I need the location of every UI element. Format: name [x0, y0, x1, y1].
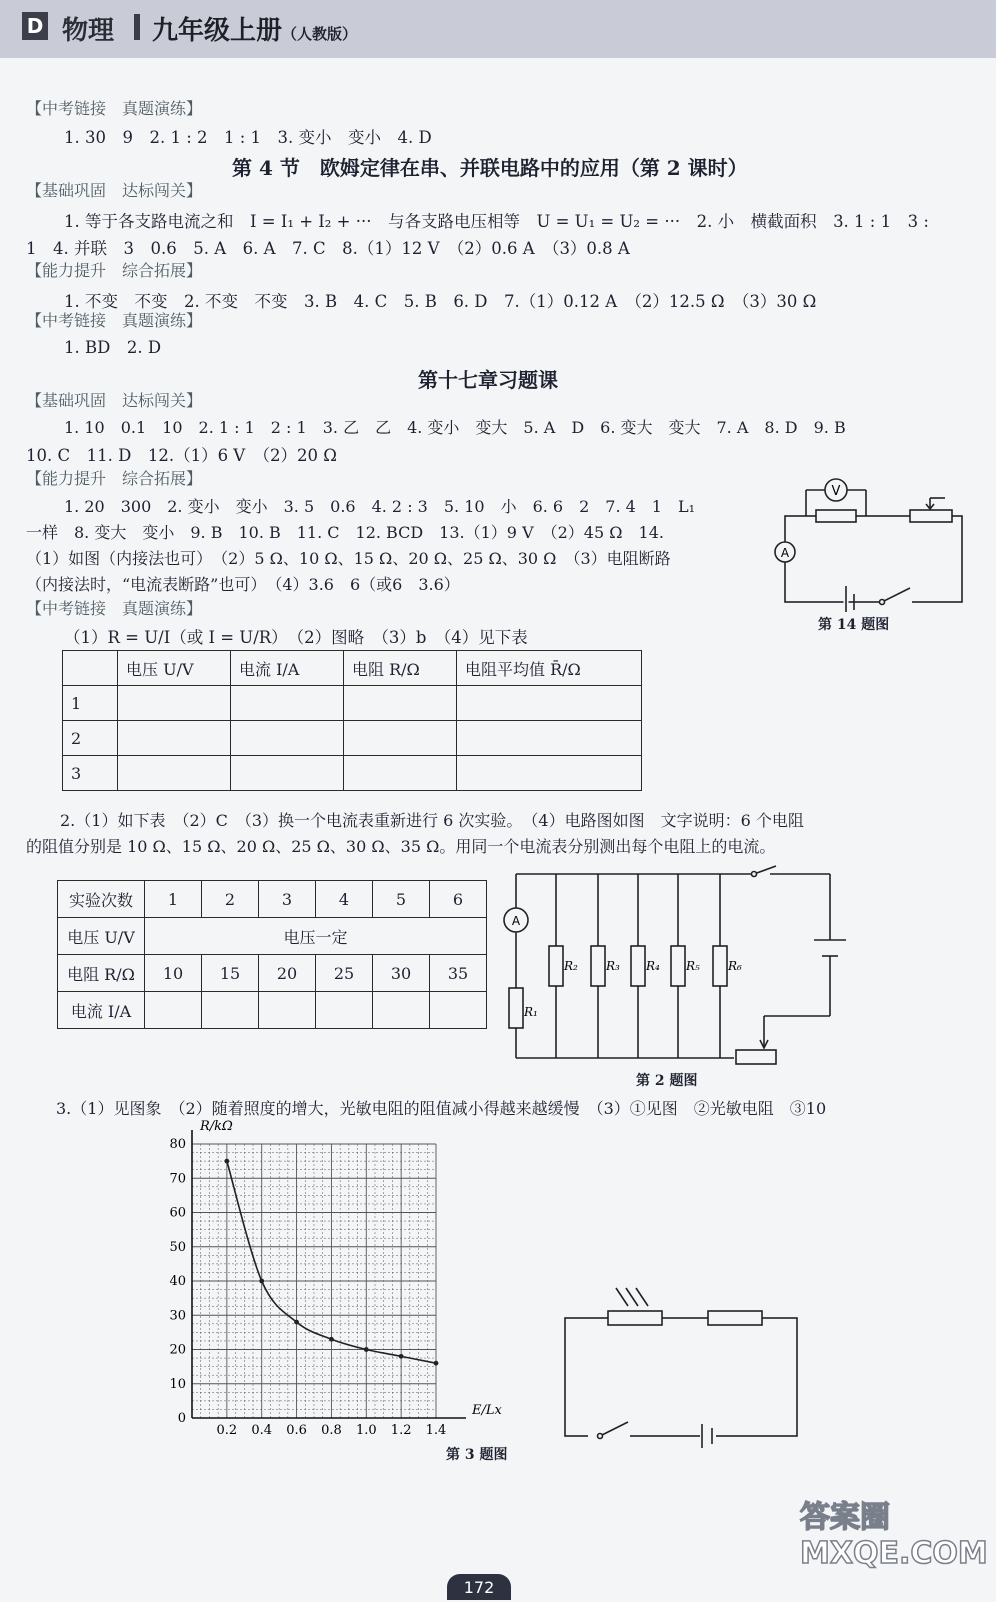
y-tick-label: 60: [169, 1205, 186, 1221]
answer-line: （1）如图（内接法也可） （2）5 Ω、10 Ω、15 Ω、20 Ω、25 Ω、30 Ω （3）电阻断路: [26, 549, 671, 568]
table-header: 实验次数: [58, 881, 145, 918]
answer-line: 1 4. 并联 3 0.6 5. A 6. A 7. C 8.（1）12 V （2）0.6 A （3）0.8 A: [26, 239, 630, 258]
table-row: [63, 721, 642, 756]
table-cell: 1: [63, 686, 118, 721]
y-tick-label: 50: [169, 1239, 186, 1255]
table-cell: 35: [430, 955, 487, 992]
data-point: [224, 1159, 229, 1164]
table-cell: 15: [202, 955, 259, 992]
answer-line: 1. 20 300 2. 变小 变小 3. 5 0.6 4. 2 : 3 5. 10 小 6. 6 2 7. 4 1 L₁: [64, 497, 696, 516]
x-tick-label: 1.4: [425, 1423, 447, 1438]
circuit-diagram-fig3: [560, 1288, 810, 1448]
page-header: [0, 0, 996, 58]
x-tick-label: 1.0: [355, 1423, 377, 1438]
circuit-diagram-fig2: [500, 866, 840, 1066]
table-header: 电压 U/V: [118, 651, 231, 686]
voltmeter-label: V: [831, 484, 841, 499]
data-table-2: [57, 880, 487, 1029]
table-row: [58, 955, 487, 992]
answer-line: 1. BD 2. D: [64, 338, 162, 357]
y-tick-label: 80: [169, 1137, 186, 1152]
header-book-title: 九年级上册（人教版）: [152, 16, 358, 46]
table-row: [63, 651, 642, 686]
table-header: 电阻平均值 R̄/Ω: [457, 651, 642, 686]
resistor-label: R₁: [524, 1005, 538, 1019]
table-cell: 3: [259, 881, 316, 918]
section-label: 【能力提升 综合拓展】: [26, 261, 203, 280]
ammeter-label: A: [780, 546, 790, 560]
chart-axes: [192, 1130, 466, 1418]
table-row: [58, 918, 487, 955]
table-row: [58, 992, 487, 1029]
answer-line: 2.（1）如下表 （2）C （3）换一个电流表重新进行 6 次实验。 （4）电路图如图 文字说明：6 个电阻: [60, 811, 804, 830]
watermark: 答案圈 MXQE.COM: [800, 1500, 988, 1571]
data-point: [329, 1337, 334, 1342]
figure-caption: 第 14 题图: [818, 617, 890, 633]
table-cell: 6: [430, 881, 487, 918]
data-table-1: [62, 650, 642, 791]
header-subject: 物理: [62, 16, 115, 46]
table-row: [63, 756, 642, 791]
table-cell: 25: [316, 955, 373, 992]
data-point: [259, 1279, 264, 1284]
resistor-label: R₃: [606, 959, 620, 973]
data-point: [434, 1361, 439, 1366]
section-label: 【中考链接 真题演练】: [26, 311, 203, 330]
table-cell: 30: [373, 955, 430, 992]
x-tick-label: 0.4: [251, 1423, 273, 1438]
chapter-title: 第十七章习题课: [418, 368, 558, 392]
resistor-label: R₅: [686, 959, 700, 973]
y-tick-label: 10: [169, 1376, 186, 1392]
chart-grid: [192, 1144, 436, 1418]
data-point: [364, 1347, 369, 1352]
answer-line: （1）R = U/I（或 I = U/R） （2）图略 （3）b （4）见下表: [64, 628, 528, 647]
resistor-label: R₄: [646, 959, 660, 973]
table-cell: 5: [373, 881, 430, 918]
table-header: 电流 I/A: [58, 992, 145, 1029]
answer-line: 1. 等于各支路电流之和 I = I₁ + I₂ + ··· 与各支路电压相等 U = U₁ = U₂ = ··· 2. 小 横截面积 3. 1 : 1 3 :: [64, 212, 929, 231]
x-tick-label: 0.6: [286, 1423, 307, 1438]
resistance-illuminance-chart: [140, 1118, 540, 1448]
y-tick-label: 30: [169, 1308, 186, 1324]
section-label: 【中考链接 真题演练】: [26, 599, 203, 618]
x-tick-label: 0.2: [216, 1423, 238, 1438]
section-label: 【能力提升 综合拓展】: [26, 469, 203, 488]
y-tick-label: 70: [169, 1171, 186, 1187]
answer-line: 1. 30 9 2. 1 : 2 1 : 1 3. 变小 变小 4. D: [64, 128, 432, 147]
y-axis-label: R/kΩ: [200, 1119, 233, 1134]
table-cell: 3: [63, 756, 118, 791]
header-badge: D: [22, 12, 48, 40]
answer-line: 1. 不变 不变 2. 不变 不变 3. B 4. C 5. B 6. D 7.（1）0.12 A （2）12.5 Ω （3）30 Ω: [64, 292, 817, 311]
table-header: 电阻 R/Ω: [344, 651, 457, 686]
answer-line: （内接法时，“电流表断路”也可） （4）3.6 6（或6 3.6）: [26, 575, 460, 594]
header-divider: [134, 14, 140, 40]
table-cell: [63, 651, 118, 686]
table-row: [63, 686, 642, 721]
figure-caption: 第 2 题图: [636, 1073, 698, 1089]
table-cell: 10: [145, 955, 202, 992]
answer-line: 10. C 11. D 12.（1）6 V （2）20 Ω: [26, 446, 337, 465]
chart-ticks: [169, 1137, 446, 1438]
data-point: [294, 1320, 299, 1325]
table-header: 电阻 R/Ω: [58, 955, 145, 992]
data-point: [399, 1354, 404, 1359]
table-header: 电压 U/V: [58, 918, 145, 955]
y-tick-label: 20: [169, 1342, 186, 1358]
section-label: 【基础巩固 达标闯关】: [26, 181, 203, 200]
table-cell: 2: [202, 881, 259, 918]
page-number: 172: [447, 1574, 511, 1600]
answer-line: 1. 10 0.1 10 2. 1 : 1 2 : 1 3. 乙 乙 4. 变小 变大 5. A D 6. 变大 变大 7. A 8. D 9. B: [64, 418, 846, 437]
y-tick-label: 40: [169, 1274, 186, 1289]
resistor-label: R₆: [728, 959, 742, 973]
resistor-label: R₂: [564, 959, 578, 973]
section-label: 【基础巩固 达标闯关】: [26, 391, 203, 410]
table-cell: 2: [63, 721, 118, 756]
section-title: 第 4 节 欧姆定律在串、并联电路中的应用（第 2 课时）: [232, 156, 748, 180]
circuit-diagram-fig14: [780, 472, 970, 612]
table-cell: 20: [259, 955, 316, 992]
figure-caption: 第 3 题图: [446, 1447, 508, 1463]
header-edition: （人教版）: [282, 25, 358, 43]
y-tick-label: 0: [177, 1411, 186, 1426]
answer-line: 3.（1）见图象 （2）随着照度的增大，光敏电阻的阻值减小得越来越缓慢 （3）①见图 ②光敏电阻 ③10: [56, 1099, 827, 1118]
table-cell: 电压一定: [145, 918, 487, 955]
answer-line: 的阻值分别是 10 Ω、15 Ω、20 Ω、25 Ω、30 Ω、35 Ω。用同一个电流表分别测出每个电阻上的电流。: [26, 837, 776, 856]
x-tick-label: 1.2: [390, 1423, 412, 1438]
table-cell: 4: [316, 881, 373, 918]
x-tick-label: 0.8: [321, 1423, 342, 1438]
section-label: 【中考链接 真题演练】: [26, 99, 203, 118]
table-cell: 1: [145, 881, 202, 918]
table-row: [58, 881, 487, 918]
table-header: 电流 I/A: [231, 651, 344, 686]
ammeter-label: A: [511, 914, 521, 928]
answer-line: 一样 8. 变大 变小 9. B 10. B 11. C 12. BCD 13.（1）9 V （2）45 Ω 14.: [26, 523, 664, 542]
x-axis-label: E/Lx: [472, 1403, 502, 1418]
